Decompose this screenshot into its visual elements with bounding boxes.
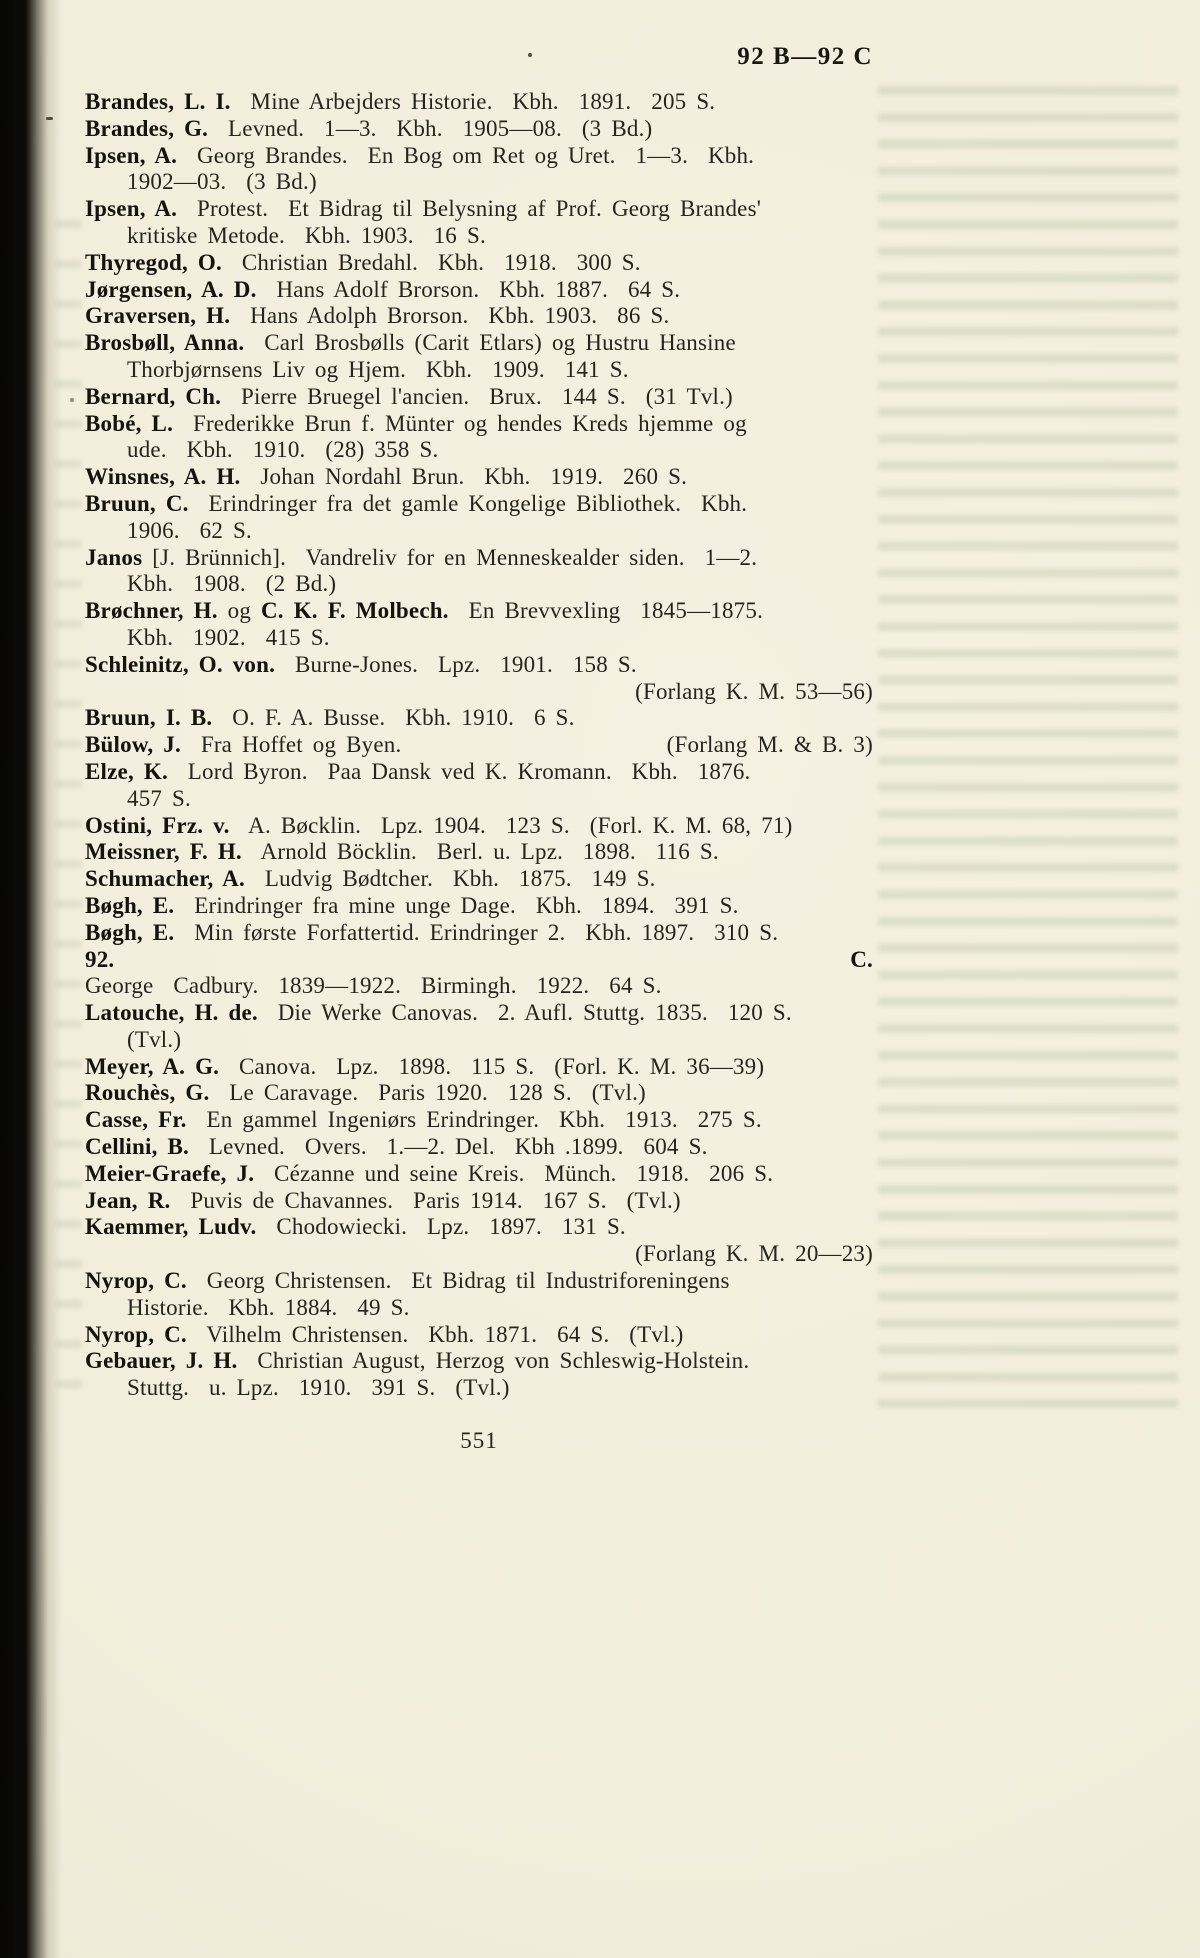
entry-text: Johan Nordahl Brun. Kbh. 1919. 260 S.	[240, 464, 688, 490]
entry-author: Thyregod, O.	[85, 249, 222, 275]
entry-text: Kbh. 1908. (2 Bd.)	[127, 571, 337, 597]
entry-line	[85, 196, 873, 223]
entry-text: 457 S.	[127, 785, 191, 811]
entry-text: Min første Forfattertid. Erindringer 2. Kbh. 1897. 310 S.	[174, 919, 779, 945]
entry-author: Janos	[85, 544, 143, 570]
entry-line	[85, 437, 873, 464]
entry-text: Cézanne und seine Kreis. Münch. 1918. 206 S.	[254, 1160, 774, 1186]
entry-text: (Forlang K. M. 53—56)	[635, 678, 873, 704]
entry-line	[85, 1080, 873, 1107]
entry-text: (Forlang K. M. 20—23)	[635, 1241, 873, 1267]
entry-line	[85, 223, 873, 250]
entry-line	[85, 1268, 873, 1295]
entry-author: Casse, Fr.	[85, 1107, 187, 1133]
text-block	[85, 42, 873, 1454]
entry-text: O. F. A. Busse. Kbh. 1910. 6 S.	[212, 705, 575, 731]
entry-line	[85, 464, 873, 491]
entry-text: Chodowiecki. Lpz. 1897. 131 S.	[256, 1214, 626, 1240]
entry-line	[85, 384, 873, 411]
entry-text: George Cadbury. 1839—1922. Birmingh. 1922. 64 S.	[85, 973, 662, 999]
entry-line	[85, 705, 873, 732]
entry-line	[85, 786, 873, 813]
entry-author: Meissner, F. H.	[85, 839, 242, 865]
entry-text: En Brevvexling 1845—1875.	[448, 598, 764, 624]
entry-text: Die Werke Canovas. 2. Aufl. Stuttg. 1835. 120 S.	[257, 1000, 792, 1026]
entry-line	[85, 1241, 873, 1268]
entry-line	[85, 491, 873, 518]
running-head: 92 B—92 C	[737, 43, 873, 70]
entry-line-left	[85, 947, 114, 974]
entry-author: Jean, R.	[85, 1187, 171, 1213]
entry-text: ude. Kbh. 1910. (28) 358 S.	[127, 437, 439, 463]
paper-speck	[46, 117, 53, 120]
entry-line	[85, 598, 873, 625]
entry-author: Meyer, A. G.	[85, 1053, 220, 1079]
entry-text: Hans Adolf Brorson. Kbh. 1887. 64 S.	[256, 276, 681, 302]
page-number: 551	[460, 1428, 498, 1454]
entry-author: Schleinitz, O. von.	[85, 651, 276, 677]
entry-line	[85, 89, 873, 116]
binding-shadow	[0, 0, 62, 1958]
entry-author: Brandes, G.	[85, 115, 209, 141]
entry-author: Winsnes, A. H.	[85, 464, 241, 490]
entry-author: Latouche, H. de.	[85, 1000, 258, 1026]
entry-line	[85, 1134, 873, 1161]
entry-author: Schumacher, A.	[85, 866, 245, 892]
entry-line	[85, 1000, 873, 1027]
entry-author: Gebauer, J. H.	[85, 1348, 238, 1374]
entry-line	[85, 839, 873, 866]
entry-line-left	[85, 732, 401, 759]
entry-line	[85, 571, 873, 598]
entry-text: kritiske Metode. Kbh. 1903. 16 S.	[127, 222, 486, 248]
entry-text: Georg Christensen. Et Bidrag til Industriforeningens	[186, 1268, 730, 1294]
entry-author: Bøgh, E.	[85, 892, 175, 918]
entry-line	[85, 1348, 873, 1375]
entry-line-right-note	[850, 947, 873, 974]
entry-author: Bobé, L.	[85, 410, 174, 436]
entry-text: Puvis de Chavannes. Paris 1914. 167 S. (Tvl.)	[170, 1187, 681, 1213]
entry-text: 1906. 62 S.	[127, 517, 252, 543]
entry-text: Frederikke Brun f. Münter og hendes Kreds hjemme og	[173, 410, 747, 436]
entry-author: Cellini, B.	[85, 1134, 189, 1160]
entry-text: (Tvl.)	[127, 1026, 182, 1052]
entry-line	[85, 893, 873, 920]
entry-line	[85, 732, 873, 759]
entry-text: Protest. Et Bidrag til Belysning af Prof. Georg Brandes'	[177, 196, 762, 222]
entry-text: Thorbjørnsens Liv og Hjem. Kbh. 1909. 141 S.	[127, 356, 629, 382]
entry-author: C.	[850, 946, 873, 972]
entry-line-right-note	[667, 732, 873, 759]
entry-line	[85, 973, 873, 1000]
entry-text: Stuttg. u. Lpz. 1910. 391 S. (Tvl.)	[127, 1375, 510, 1401]
entry-line	[85, 303, 873, 330]
entry-text: Mine Arbejders Historie. Kbh. 1891. 205 S.	[230, 89, 716, 114]
entry-line	[85, 920, 873, 947]
entry-author: Bülow, J.	[85, 732, 181, 758]
paper-speck	[70, 398, 74, 402]
bibliography-list	[85, 89, 873, 1402]
entry-text: [J. Brünnich]. Vandreliv for en Menneskealder siden. 1—2.	[142, 544, 758, 570]
entry-text: Georg Brandes. En Bog om Ret og Uret. 1—3. Kbh.	[177, 142, 755, 168]
entry-author: C. K. F. Molbech.	[261, 598, 449, 624]
entry-author: Bruun, I. B.	[85, 705, 213, 731]
entry-text: Burne-Jones. Lpz. 1901. 158 S.	[275, 651, 637, 677]
entry-text: Lord Byron. Paa Dansk ved K. Kromann. Kbh. 1876.	[167, 758, 751, 784]
entry-text: Ludvig Bødtcher. Kbh. 1875. 149 S.	[244, 866, 656, 892]
entry-author: 92.	[85, 946, 115, 972]
entry-text: Erindringer fra det gamle Kongelige Bibliothek. Kbh.	[188, 490, 748, 516]
entry-line	[85, 116, 873, 143]
entry-author: Elze, K.	[85, 758, 168, 784]
entry-line	[85, 679, 873, 706]
entry-text: Fra Hoffet og Byen.	[180, 732, 402, 758]
entry-author: Bøgh, E.	[85, 919, 175, 945]
entry-text: (Forlang M. & B. 3)	[666, 732, 873, 758]
entry-line	[85, 1214, 873, 1241]
entry-author: Bernard, Ch.	[85, 383, 222, 409]
entry-text: Le Caravage. Paris 1920. 128 S. (Tvl.)	[209, 1080, 646, 1106]
entry-text: Arnold Böcklin. Berl. u. Lpz. 1898. 116 S.	[241, 839, 719, 865]
entry-line	[85, 1107, 873, 1134]
entry-text: Vilhelm Christensen. Kbh. 1871. 64 S. (Tvl.)	[186, 1321, 684, 1347]
entry-line	[85, 518, 873, 545]
entry-text: Christian August, Herzog von Schleswig-Holstein.	[237, 1348, 750, 1374]
entry-line	[85, 143, 873, 170]
entry-author: Meier-Graefe, J.	[85, 1160, 255, 1186]
entry-text: Canova. Lpz. 1898. 115 S. (Forl. K. M. 36—39)	[219, 1053, 765, 1079]
entry-line	[85, 1322, 873, 1349]
entry-line	[85, 1161, 873, 1188]
entry-author: Nyrop, C.	[85, 1268, 187, 1294]
entry-line	[85, 813, 873, 840]
entry-line	[85, 169, 873, 196]
entry-author: Ipsen, A.	[85, 196, 178, 222]
entry-author: Brandes, L. I.	[85, 89, 231, 114]
entry-author: Brosbøll, Anna.	[85, 330, 245, 356]
entry-line	[85, 866, 873, 893]
entry-line	[85, 1054, 873, 1081]
entry-text: Pierre Bruegel l'ancien. Brux. 144 S. (31 Tvl.)	[221, 383, 733, 409]
entry-text: Carl Brosbølls (Carit Etlars) og Hustru Hansine	[244, 330, 736, 356]
entry-text: A. Bøcklin. Lpz. 1904. 123 S. (Forl. K. M. 68, 71)	[229, 812, 793, 838]
entry-text: Hans Adolph Brorson. Kbh. 1903. 86 S.	[230, 303, 670, 329]
entry-line	[85, 652, 873, 679]
entry-line	[85, 411, 873, 438]
entry-line	[85, 357, 873, 384]
entry-author: Rouchès, G.	[85, 1080, 210, 1106]
entry-line	[85, 1188, 873, 1215]
entry-line	[85, 250, 873, 277]
entry-author: Ostini, Frz. v.	[85, 812, 230, 838]
entry-line	[85, 1375, 873, 1402]
entry-line	[85, 1295, 873, 1322]
entry-text: og	[217, 598, 261, 624]
entry-line	[85, 330, 873, 357]
entry-text: Christian Bredahl. Kbh. 1918. 300 S.	[221, 249, 641, 275]
entry-text: Erindringer fra mine unge Dage. Kbh. 1894. 391 S.	[174, 892, 739, 918]
entry-line	[85, 947, 873, 974]
entry-line	[85, 277, 873, 304]
bleed-through-texture-right	[878, 86, 1178, 1416]
entry-author: Nyrop, C.	[85, 1321, 187, 1347]
entry-line	[85, 545, 873, 572]
entry-line	[85, 1027, 873, 1054]
entry-text: 1902—03. (3 Bd.)	[127, 169, 317, 195]
entry-line	[85, 625, 873, 652]
entry-author: Brøchner, H.	[85, 598, 218, 624]
entry-author: Kaemmer, Ludv.	[85, 1214, 257, 1240]
entry-text: En gammel Ingeniørs Erindringer. Kbh. 1913. 275 S.	[186, 1107, 762, 1133]
entry-text: Kbh. 1902. 415 S.	[127, 624, 330, 650]
entry-line	[85, 759, 873, 786]
entry-author: Jørgensen, A. D.	[85, 276, 257, 302]
entry-author: Bruun, C.	[85, 490, 189, 516]
entry-author: Ipsen, A.	[85, 142, 178, 168]
entry-text: Levned. Overs. 1.—2. Del. Kbh .1899. 604 S.	[188, 1134, 708, 1160]
entry-text: Historie. Kbh. 1884. 49 S.	[127, 1294, 410, 1320]
entry-author: Graversen, H.	[85, 303, 231, 329]
entry-text: Levned. 1—3. Kbh. 1905—08. (3 Bd.)	[208, 115, 653, 141]
